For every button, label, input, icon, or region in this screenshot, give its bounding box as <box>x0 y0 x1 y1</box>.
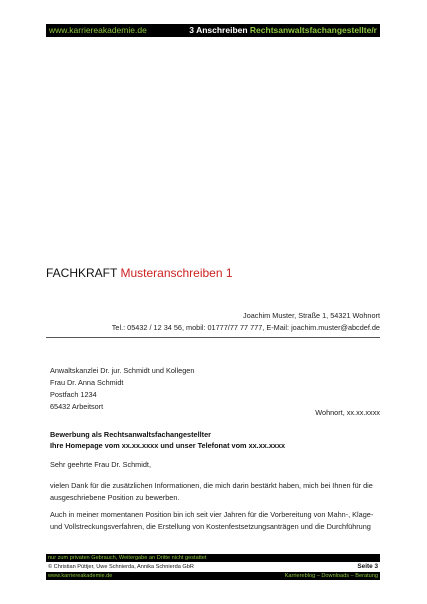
heading-prefix: FACHKRAFT <box>46 266 121 280</box>
recipient-line: Postfach 1234 <box>50 390 97 399</box>
heading-highlight: Musteranschreiben 1 <box>120 266 233 280</box>
letter-date: Wohnort, xx.xx.xxxx <box>315 408 380 417</box>
recipient-line: 65432 Arbeitsort <box>50 402 104 411</box>
body-paragraph: Auch in meiner momentanen Position bin ich seit vier Jahren für die Vorbereitung von Mahn-, Klage- und Vollstreckungsverfahren, die Erstellung von Kostenfestsetzungsanträgen und die Durchführung <box>50 510 374 531</box>
sender-divider <box>46 337 380 338</box>
footer-copyright: © Christian Püttjer, Uwe Schnierda, Annika Schnierda GbR <box>48 564 194 570</box>
sender-address: Joachim Muster, Straße 1, 54321 Wohnort <box>243 311 380 320</box>
header-site-link[interactable]: www.karriereakademie.de <box>49 25 147 35</box>
header-title-highlight: Rechtsanwaltsfachangestellte/r <box>249 25 377 35</box>
document-heading <box>46 266 233 280</box>
footer-link-row <box>46 572 380 580</box>
sender-contact: Tel.: 05432 / 12 34 56, mobil: 01777/77 77 777, E-Mail: joachim.muster@abcdef.de <box>111 323 380 332</box>
footer-notice: nur zum privaten Gebrauch, Weitergabe an Dritte nicht gestattet <box>46 554 380 562</box>
sender-block <box>112 310 380 334</box>
footer-links[interactable]: Karriereblog – Downloads – Beratung <box>284 573 378 579</box>
recipient-line: Anwaltskanzlei Dr. jur. Schmidt und Kollegen <box>50 366 195 375</box>
page-footer <box>46 554 380 580</box>
recipient-line: Frau Dr. Anna Schmidt <box>50 378 124 387</box>
subject-reference: Ihre Homepage vom xx.xx.xxxx und unser Telefonat vom xx.xx.xxxx <box>50 440 286 450</box>
footer-site-link[interactable]: www.karriereakademie.de <box>48 573 113 579</box>
footer-info-row <box>46 562 380 572</box>
subject-block <box>50 430 285 451</box>
subject-line: Bewerbung als Rechtsanwaltsfachangestellter <box>50 430 211 439</box>
page-header-bar <box>46 24 380 37</box>
page-number: Seite 3 <box>357 563 378 570</box>
header-chapter-title <box>189 24 377 37</box>
body-paragraph: vielen Dank für die zusätzlichen Informationen, die mich darin bestärkt haben, mich bei Ihnen für die ausgeschriebene Position zu bewerben. <box>50 481 373 502</box>
recipient-block <box>50 365 194 413</box>
salutation: Sehr geehrte Frau Dr. Schmidt, <box>50 460 151 469</box>
header-title-prefix: 3 Anschreiben <box>189 25 250 35</box>
